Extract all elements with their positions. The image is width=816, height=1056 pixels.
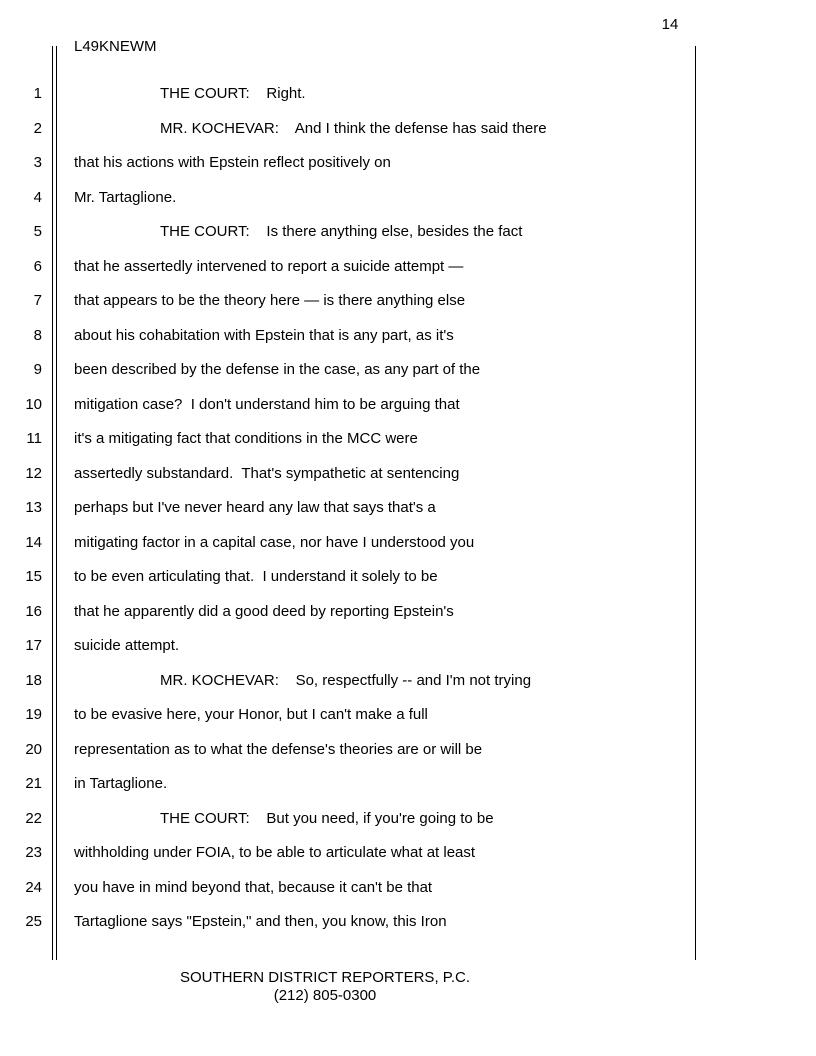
transcript-line [0,842,700,864]
line-number: 6 [33,257,42,275]
transcript-line [0,704,700,726]
transcript-line [0,497,700,519]
transcript-line [0,152,700,174]
transcript-line [0,670,700,692]
transcript-line [0,256,700,278]
line-text: withholding under FOIA, to be able to articulate what at least [74,844,476,861]
line-number: 7 [33,292,42,309]
transcript-line [0,187,700,209]
line-text: it's a mitigating fact that conditions in the MCC were [74,430,418,447]
line-number: 4 [33,188,42,206]
line-text: to be even articulating that. I understand it solely to be [74,568,438,585]
line-number: 3 [33,154,42,171]
line-text: mitigating factor in a capital case, nor have I understood you [74,533,475,551]
line-text: MR. KOCHEVAR: So, respectfully -- and I'm not trying [160,671,532,689]
transcript-line [0,221,700,243]
transcript-line [0,325,700,347]
line-text: MR. KOCHEVAR: And I think the defense has said there [160,119,547,137]
line-number: 20 [25,740,42,758]
transcript-line [0,773,700,795]
line-text: THE COURT: Right. [160,85,306,102]
line-text: representation as to what the defense's theories are or will be [74,740,483,758]
line-number: 19 [25,706,42,723]
line-text: that he apparently did a good deed by reporting Epstein's [74,602,454,620]
line-number: 16 [25,602,42,620]
line-number: 13 [25,499,42,516]
transcript-line [0,118,700,140]
line-text: Tartaglione says "Epstein," and then, you know, this Iron [74,913,447,930]
footer-phone: (212) 805-0300 [273,987,377,1004]
line-text: that his actions with Epstein reflect positively on [74,154,391,171]
line-number: 12 [25,464,42,482]
line-text: that he assertedly intervened to report a suicide attempt — [74,257,464,275]
line-number: 9 [33,361,42,378]
transcript-line [0,808,700,830]
line-number: 17 [25,637,42,654]
line-text: that appears to be the theory here — is there anything else [74,292,466,309]
line-text: Mr. Tartaglione. [74,188,177,206]
transcript-line [0,359,700,381]
transcript-line [0,83,700,105]
transcript-line [0,394,700,416]
transcript-line [0,566,700,588]
transcript-line [0,911,700,933]
case-id: L49KNEWM [74,38,157,55]
line-number: 24 [25,878,42,896]
line-number: 14 [25,533,42,551]
transcript-line [0,290,700,312]
page-number: 14 [661,16,679,33]
line-text: assertedly substandard. That's sympathetic at sentencing [74,464,460,482]
line-number: 10 [25,395,42,413]
line-text: THE COURT: But you need, if you're going to be [160,809,494,827]
transcript-line [0,877,700,899]
transcript-line [0,739,700,761]
line-text: suicide attempt. [74,637,180,654]
transcript-line [0,428,700,450]
line-text: THE COURT: Is there anything else, besides the fact [160,223,523,240]
line-number: 22 [25,809,42,827]
line-number: 21 [25,775,42,792]
line-text: mitigation case? I don't understand him to be arguing that [74,395,460,413]
line-number: 23 [25,844,42,861]
line-text: perhaps but I've never heard any law that says that's a [74,499,436,516]
line-number: 1 [33,85,42,102]
line-text: about his cohabitation with Epstein that is any part, as it's [74,326,454,344]
transcript-line [0,601,700,623]
line-text: in Tartaglione. [74,775,168,792]
transcript-line [0,635,700,657]
line-number: 8 [33,326,42,344]
line-number: 5 [33,223,42,240]
transcript-line [0,463,700,485]
line-text: to be evasive here, your Honor, but I can't make a full [74,706,428,723]
line-text: you have in mind beyond that, because it can't be that [74,878,433,896]
line-number: 11 [26,430,42,447]
footer-reporter: SOUTHERN DISTRICT REPORTERS, P.C. [179,969,471,986]
line-number: 18 [25,671,42,689]
line-number: 25 [25,913,42,930]
line-number: 15 [25,568,42,585]
transcript-line [0,532,700,554]
line-number: 2 [33,119,42,137]
line-text: been described by the defense in the case, as any part of the [74,361,481,378]
